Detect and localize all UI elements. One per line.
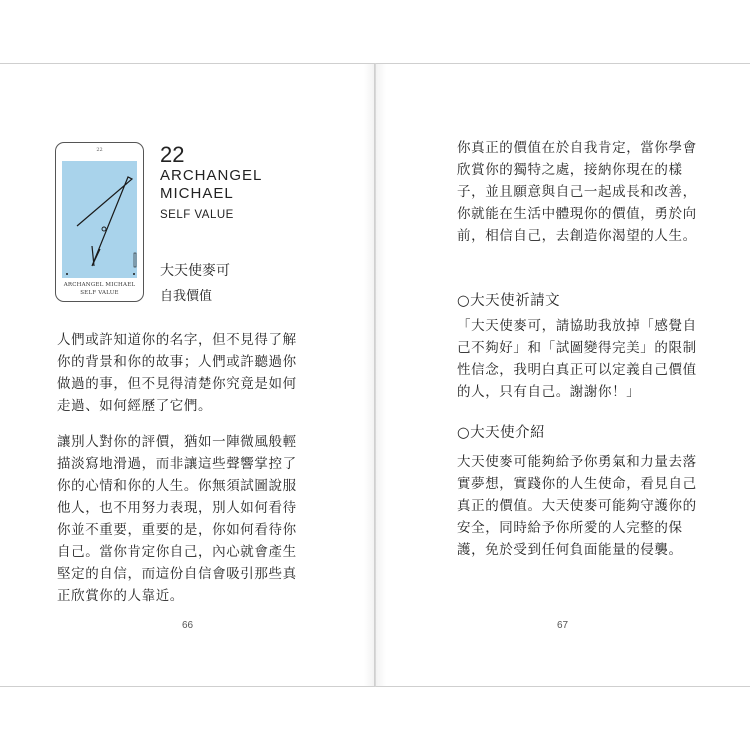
text-line: 正欣賞你的人靠近。	[57, 588, 184, 604]
prayer-paragraph	[457, 315, 707, 403]
text-line: 性信念，我明白真正可以定義自己價值	[457, 362, 697, 378]
right-intro-paragraph	[457, 137, 707, 247]
text-line: 堅定的自信，而這份自信會吸引那些真	[57, 566, 297, 582]
left-page	[0, 63, 375, 687]
text-line: 做過的事，但不見得清楚你究竟是如何	[57, 376, 297, 392]
text-line: 子，並且願意與自己一起成長和改善，	[457, 184, 697, 200]
text-line: 自己。當你肯定你自己，內心就會產生	[57, 544, 297, 560]
text-line: 你的背景和你的故事；人們或許聽過你	[57, 354, 297, 370]
card-name-line2: SELF VALUE	[80, 290, 119, 296]
text-line: 安全，同時給予你所愛的人完整的保	[457, 520, 683, 536]
text-line: 讓別人對你的評價，猶如一陣微風般輕	[57, 434, 297, 450]
text-line: 人們或許知道你的名字，但不見得了解	[57, 332, 297, 348]
oracle-card-image	[55, 142, 144, 302]
card-artwork	[62, 161, 137, 278]
text-line: 你的心情和你的人生。你無須試圖說服	[57, 478, 297, 494]
text-line: 「大天使麥可，請協助我放掉「感覺自	[457, 318, 697, 334]
text-line: 你真正的價值在於自我肯定，當你學會	[457, 140, 697, 156]
card-subtitle-chinese: 自我價值	[160, 289, 213, 304]
text-line: 的人，只有自己。謝謝你！」	[457, 384, 641, 400]
text-line: 你就能在生活中體現你的價值，勇於向	[457, 206, 697, 222]
page-number-left: 66	[182, 620, 194, 631]
introduction-heading: ○大天使介紹	[457, 425, 546, 441]
text-line: 欣賞你的獨特之處，接納你現在的樣	[457, 162, 683, 178]
card-subtitle-english: SELF VALUE	[160, 209, 234, 221]
text-line: 己不夠好」和「試圖變得完美」的限制	[457, 340, 697, 356]
title-line1: ARCHANGEL	[160, 167, 263, 184]
card-title-chinese: 大天使麥可	[160, 263, 230, 279]
text-line: 他人，也不用努力表現，別人如何看待	[57, 500, 297, 516]
card-title-english	[160, 167, 262, 203]
introduction-paragraph	[457, 451, 707, 561]
text-line: 前，相信自己，去創造你渴望的人生。	[457, 228, 697, 244]
card-name-line1: ARCHANGEL MICHAEL	[63, 282, 136, 288]
left-paragraph-2	[57, 431, 307, 607]
text-line: 你並不重要，重要的是，你如何看待你	[57, 522, 297, 538]
text-line: 實夢想，實踐你的人生使命，看見自己	[457, 476, 697, 492]
text-line: 護，免於受到任何負面能量的侵襲。	[457, 542, 683, 558]
prayer-heading: ○大天使祈請文	[457, 293, 561, 309]
text-line: 真正的價值。大天使麥可能夠守護你的	[457, 498, 697, 514]
page-number-right: 67	[557, 620, 569, 631]
title-line2: MICHAEL	[160, 185, 234, 202]
text-line: 大天使麥可能夠給予你勇氣和力量去落	[457, 454, 697, 470]
right-page	[375, 63, 750, 687]
card-line-drawing	[62, 161, 137, 278]
text-line: 走過、如何經歷了它們。	[57, 398, 213, 414]
card-number: 22	[96, 147, 103, 153]
card-title-number: 22	[160, 142, 185, 167]
left-paragraph-1	[57, 329, 307, 417]
text-line: 描淡寫地滑過，而非讓這些聲響掌控了	[57, 456, 297, 472]
